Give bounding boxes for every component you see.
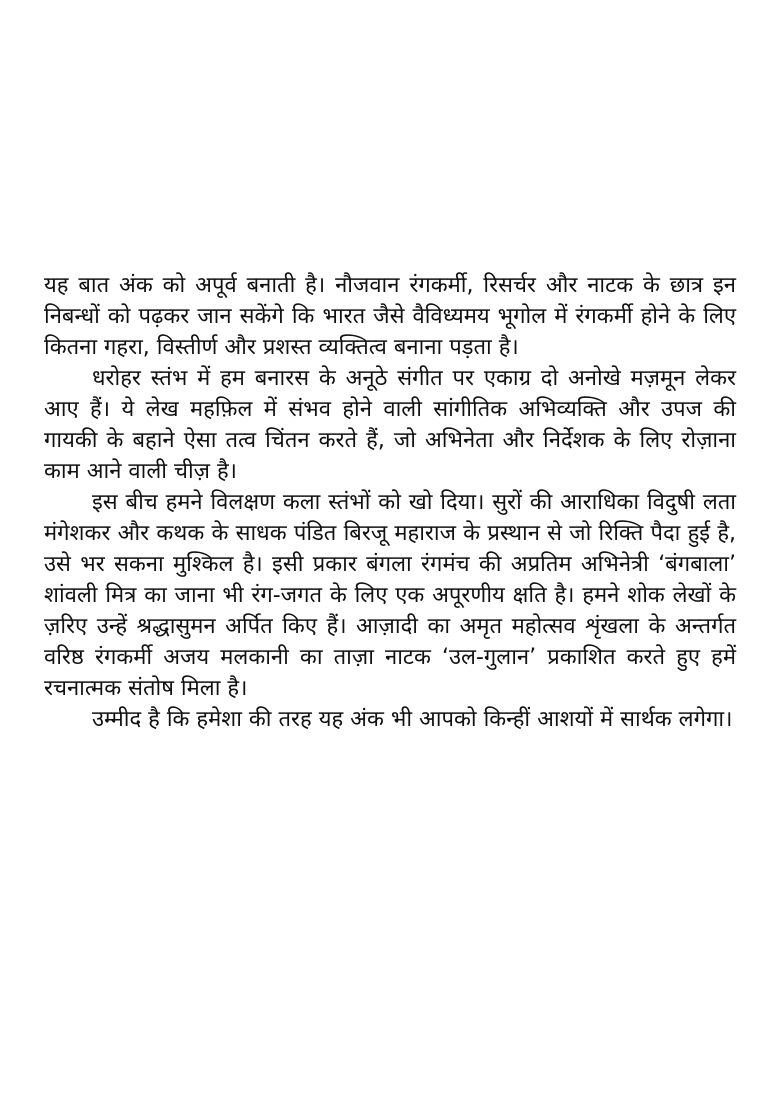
paragraph-continuation: यह बात अंक को अपूर्व बनाती है। नौजवान रंगकर्मी, रिसर्चर और नाटक के छात्र इन निबन्धों को पढ़कर जान सकेंगे कि भारत जैसे वैविध्यमय भूगोल में रंगकर्मी होने के लिए कितना गहरा, विस्तीर्ण और प्रशस्त व्यक्तित्व बनाना पड़ता है। <box>44 273 736 360</box>
paragraph-dharohar: धरोहर स्तंभ में हम बनारस के अनूठे संगीत पर एकाग्र दो अनोखे मज़मून लेकर आए हैं। ये लेख महफ़िल में संभव होने वाली सांगीतिक अभिव्यक्ति और उपज की गायकी के बहाने ऐसा तत्व चिंतन करते हैं, जो अभिनेता और निर्देशक के लिए रोज़ाना काम आने वाली चीज़ है। <box>44 366 736 484</box>
paragraph-closing: उम्मीद है कि हमेशा की तरह यह अंक भी आपको किन्हीं आशयों में सार्थक लगेगा। <box>92 707 733 732</box>
body-text <box>44 270 736 735</box>
paragraph-tribute: इस बीच हमने विलक्षण कला स्तंभों को खो दिया। सुरों की आराधिका विदुषी लता मंगेशकर और कथक के साधक पंडित बिरजू महाराज के प्रस्थान से जो रिक्ति पैदा हुई है, उसे भर सकना मुश्किल है। इसी प्रकार बंगला रंगमंच की अप्रतिम अभिनेत्री ‘बंगबाला’ शांवली मित्र का जाना भी रंग-जगत के लिए एक अपूरणीय क्षति है। हमने शोक लेखों के ज़रिए उन्हें श्रद्धासुमन अर्पित किए हैं। आज़ादी का अमृत महोत्सव शृंखला के अन्तर्गत वरिष्ठ रंगकर्मी अजय मलकानी का ताज़ा नाटक ‘उल-गुलान’ प्रकाशित करते हुए हमें रचनात्मक संतोष मिला है। <box>44 490 736 701</box>
